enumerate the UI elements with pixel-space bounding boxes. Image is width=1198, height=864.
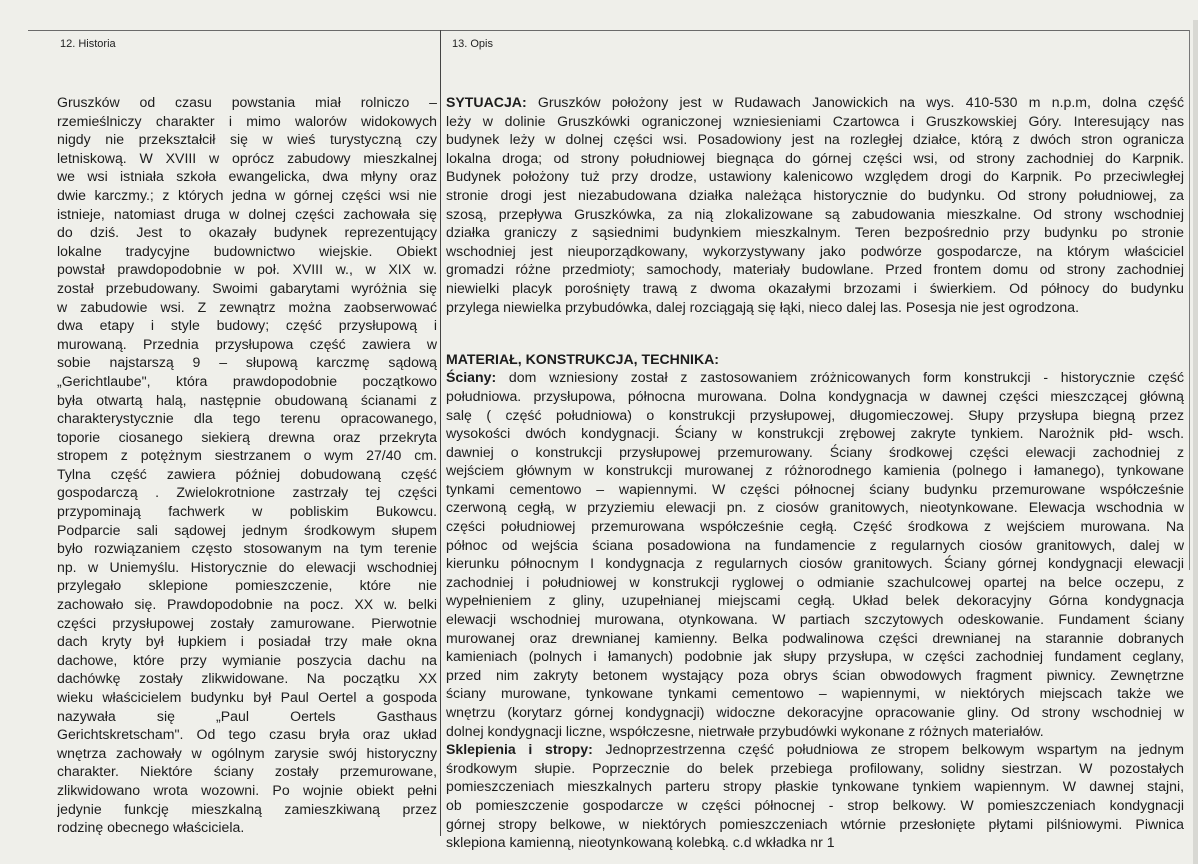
sciany-paragraph (446, 387, 1184, 740)
section-header-opis: 13. Opis (452, 38, 493, 50)
sytuacja-first-text: Gruszków położony jest w Rudawach Janowickich na wys. 410-530 m n.p.m, dolna część (526, 94, 1184, 110)
text-line: wejściem głównym w konstrukcji murowanej z różnorodnego kamienia (polnego i łamanego), tynkowane (446, 462, 1184, 479)
text-line: Gerichtskretscham". Od tego czasu bryła oraz układ (57, 726, 437, 743)
text-line: dwa etapy i style budowy; część przysłupową i (57, 317, 437, 334)
sklepienia-paragraph (446, 759, 1184, 852)
sciany-label: Ściany: (446, 369, 497, 386)
text-line: środkowym słupie. Poprzecznie do belek przebiega profilowany, solidny siestrzan. W pozostałych (446, 759, 1184, 776)
text-line: Podparcie sali sądowej jednym środkowym słupem (57, 521, 437, 538)
text-line: szosą, przepływa Gruszkówka, za nią zlokalizowane są zabudowania mieszkalne. Od strony wschodniej (446, 205, 1184, 222)
top-rule (28, 30, 1190, 31)
text-line: lokalna droga; od strony południowej biegnąca do górnej części wsi, od strony zachodniej do Karpnik. (446, 149, 1184, 166)
text-line: dolnej kondygnacji liczne, współczesne, nietrwałe przybudówki wykonane z różnych materiałów. (446, 722, 1044, 739)
sklepienia-first-line (446, 740, 1184, 759)
text-line: działka graniczy z sąsiednimi budynkiem mieszkalnym. Teren bezpośrednio przy budynku po stronie (446, 224, 1184, 241)
text-line: gospodarczą . Zwielokrotnione zastrzały tej części (57, 484, 437, 501)
sytuacja-first-line (446, 93, 1184, 112)
text-line: dawniej o konstrukcji przysłupowej przemurowany. Ściany środkowej części elewacji zachodniej z (446, 443, 1184, 460)
text-line: zachodniej i południowej w konstrukcji ryglowej o odmianie szachulcowej opartej na belce oczepu, z (446, 573, 1184, 590)
text-line: dachowe, które przy wymianie poszycia dachu na (57, 651, 437, 668)
text-line: południowa. przysłupowa, północna murowana. Dolna kondygnacja w dawnej części mieszczącej główną (446, 387, 1184, 404)
text-line: jedynie funkcję mieszkalną zamieszkiwaną przez (57, 800, 437, 817)
text-line: północ od wejścia ściana posadowiona na fundamencie z regularnych ciosów granitowych, dalej w (446, 536, 1184, 553)
text-line: elewacji wschodniej murowana, otynkowana. W partiach szczytowych odeskowanie. Fundament ściany (446, 611, 1184, 628)
section-header-historia: 12. Historia (60, 38, 116, 50)
text-line: charakterystycznie dla tego terenu opracowanego, (57, 410, 437, 427)
text-line: sobie najstarszą 9 – słupową karczmę sądową (57, 354, 437, 371)
text-line: Gruszków od czasu powstania miał rolniczo – (57, 94, 437, 110)
text-line: górnej stropy belkowe, w niektórych pomieszczeniach wtórnie przesłonięte płytami pilśniowymi. Piwnica (446, 815, 1184, 832)
text-line: dach kryty był łupkiem i posiadał trzy małe okna (57, 633, 437, 650)
spacer (446, 316, 1184, 335)
text-line: budynek leży w dolnej części wsi. Posadowiony jest na rozległej działce, którą z dwóch stron ogranicza (446, 131, 1184, 148)
text-line: dwie karczmy.; z których jedna w górnej części wsi nie (57, 186, 437, 203)
sklepienia-first-text: Jednoprzestrzenna część południowa ze stropem belkowym wspartym na jednym (592, 741, 1184, 758)
text-line: pomieszczeniach mieszkalnych parteru stropy płaskie tynkowane tynkiem wapiennym. W dawnej stajni, (446, 778, 1184, 795)
text-line: wypełnieniem z gliny, uzupełnianej miejscami cegłą. Układ belek dekoracyjny Górna kondygnacja (446, 592, 1184, 609)
text-line: ściany murowane, tynkowane tynkami cementowo – wapiennymi, w niektórych miejscach także we (446, 685, 1184, 702)
text-line: murowaną. Przednia przysłupowa część zawiera w (57, 335, 437, 352)
text-line: salę ( część południowa) o konstrukcji przysłupowej, długomieczowej. Słupy przysłupa biegną przez (446, 406, 1184, 423)
sytuacja-heading: SYTUACJA: (446, 94, 527, 110)
text-line: np. w Uniemyślu. Historycznie do elewacji wschodniej (57, 558, 437, 575)
text-line: zlikwidowano wrota wozowni. Po wojnie obiekt pełni (57, 781, 437, 798)
text-line: Tylna część zawiera później dobudowaną część (57, 465, 437, 482)
sklepienia-label: Sklepienia i stropy: (446, 741, 593, 758)
text-line: przylega niewielka przybudówka, dalej rozciągają się łąki, nieco dalej las. Posesja nie jest ogrodzona. (446, 298, 1080, 315)
sytuacja-paragraph (446, 112, 1184, 317)
text-line: toporie ciosanego siekierą drewna oraz przekryta (57, 428, 437, 445)
text-line: murowanej oraz drewnianej kamienny. Belka podwalinowa części drewnianej na starannie dobranych (446, 629, 1184, 646)
text-line: leży w dolinie Gruszkówki ograniczonej wzniesieniami Czartowca i Gruszkowskiej Góry. Interesujący nas (446, 112, 1184, 129)
text-line: wnętrza zachowały w ogólnym zarysie swój historyczny (57, 744, 437, 761)
text-line: niewielki placyk porośnięty trawą z dwoma okazałymi brzozami i świerkiem. Od północy do budynku (446, 279, 1184, 296)
text-line: wschodniej jest nieuporządkowany, wykorzystywany jako podwórze gospodarcze, na którym właściciel (446, 242, 1184, 259)
text-line: nigdy nie przekształcił się w wieś turystyczną czy (57, 131, 437, 148)
text-line: zachowało się. Prawdopodobnie na pocz. XX w. belki (57, 596, 437, 613)
text-line: stropem z potężnym siestrzanem o wym 27/40 cm. (57, 447, 437, 464)
opis-column (446, 93, 1184, 852)
sciany-first-text: dom wzniesiony został z zastosowaniem zróżnicowanych form konstrukcji - historycznie część (496, 369, 1184, 386)
text-line: stronie drogi jest niezabudowana działka należąca historycznie do budynku. Od strony południowej, za (446, 186, 1184, 203)
text-line: przylegało sklepione pomieszczenie, które nie (57, 577, 437, 594)
historia-column (57, 93, 437, 837)
text-line: w zabudowie wsi. Z zewnątrz można zaobserwować (57, 298, 437, 315)
text-line: przed nim zakryty betonem wystający poza obrys ścian obwodowych fragment piwnicy. Zewnętrzne (446, 666, 1184, 683)
text-line: powstał prawdopodobnie w poł. XVIII w., w XIX w. (57, 261, 437, 278)
text-line: było rozwiązaniem często stosowanym na tym terenie (57, 540, 437, 557)
text-line: wieku właścicielem budynku był Paul Oertel a gospoda (57, 689, 437, 705)
text-line: części południowej przemurowana współcześnie cegłą. Część środkowa z wejściem murowana. Na (446, 518, 1184, 535)
text-line: rzemieślniczy charakter i mimo walorów widokowych (57, 112, 437, 129)
text-line: dachówkę zostały zlikwidowane. Na początku XX (57, 670, 437, 687)
right-rule (1189, 30, 1190, 570)
text-line: we wsi istniała szkoła ewangelicka, dwa młyny oraz (57, 168, 437, 185)
text-line: części przysłupowej zostały zamurowane. Pierwotnie (57, 614, 437, 631)
text-line: wysokości dwóch kondygnacji. Ściany w konstrukcji zrębowej zakryte tynkiem. Narożnik płd- wsch. (446, 425, 1184, 442)
material-heading: MATERIAŁ, KONSTRUKCJA, TECHNIKA: (446, 350, 719, 367)
text-line: Budynek położony tuż przy drodze, ustawiony kalenicowo względem drogi do Karpnik. Po przeciwległej (446, 168, 1184, 185)
text-line: gromadzi różne przedmioty; samochody, materiały budowlane. Przed frontem domu od strony zachodniej (446, 261, 1184, 278)
text-line: do dziś. Jest to okazały budynek reprezentujący (57, 224, 437, 241)
text-line: letniskową. W XVIII w oprócz zabudowy mieszkalnej (57, 149, 437, 166)
text-line: przypominają fachwerk w pobliskim Bukowcu. (57, 503, 437, 520)
text-line: rodzinę obecnego właściciela. (57, 819, 245, 836)
text-line: ob pomieszczenie gospodarcze w części północnej - strop belkowy. W pomieszczeniach kondygnacji (446, 796, 1184, 813)
text-line: „Gerichtlaube", która prawdopodobnie początkowo (57, 372, 437, 389)
column-divider (440, 30, 441, 836)
sciany-first-line (446, 368, 1184, 387)
text-line: lokalne tradycyjne budownictwo wiejskie. Obiekt (57, 242, 437, 259)
text-line: kierunku północnym I kondygnacja z regularnych ciosów granitowych. Ściany górnej kondygnacji elewacji (446, 555, 1184, 572)
text-line: była otwartą halą, następnie obudowaną ścianami z (57, 391, 437, 408)
text-line: kamieniach (polnych i łamanych) podobnie jak słupy przysłupa, w części zachodniej fundament ceglany, (446, 648, 1184, 665)
text-line: tynkami cementowo – wapiennymi. W części północnej ściany budynku przemurowane współcześnie (446, 480, 1184, 497)
text-line: sklepiona kamienną, nieotynkowaną kolebką. c.d wkładka nr 1 (446, 834, 835, 851)
text-line: istnieje, natomiast druga w dolnej części zachowała się (57, 205, 437, 222)
text-line: został przebudowany. Swoimi gabarytami wyróżnia się (57, 279, 437, 296)
scan-edge (1193, 20, 1198, 864)
text-line: nazywała się „Paul Oertels Gasthaus (57, 707, 437, 724)
text-line: czerwoną cegłą, w przyziemiu elewacji pn. z ciosów granitowych, nieotynkowane. Elewacja wschodnia w (446, 499, 1184, 516)
text-line: wnętrzu (korytarz górnej kondygnacji) widoczne dekoracyjne opracowanie gliny. Od strony wschodniej w (446, 704, 1184, 720)
spacer (446, 335, 1184, 350)
text-line: charakter. Niektóre ściany zostały przemurowane, (57, 763, 437, 780)
